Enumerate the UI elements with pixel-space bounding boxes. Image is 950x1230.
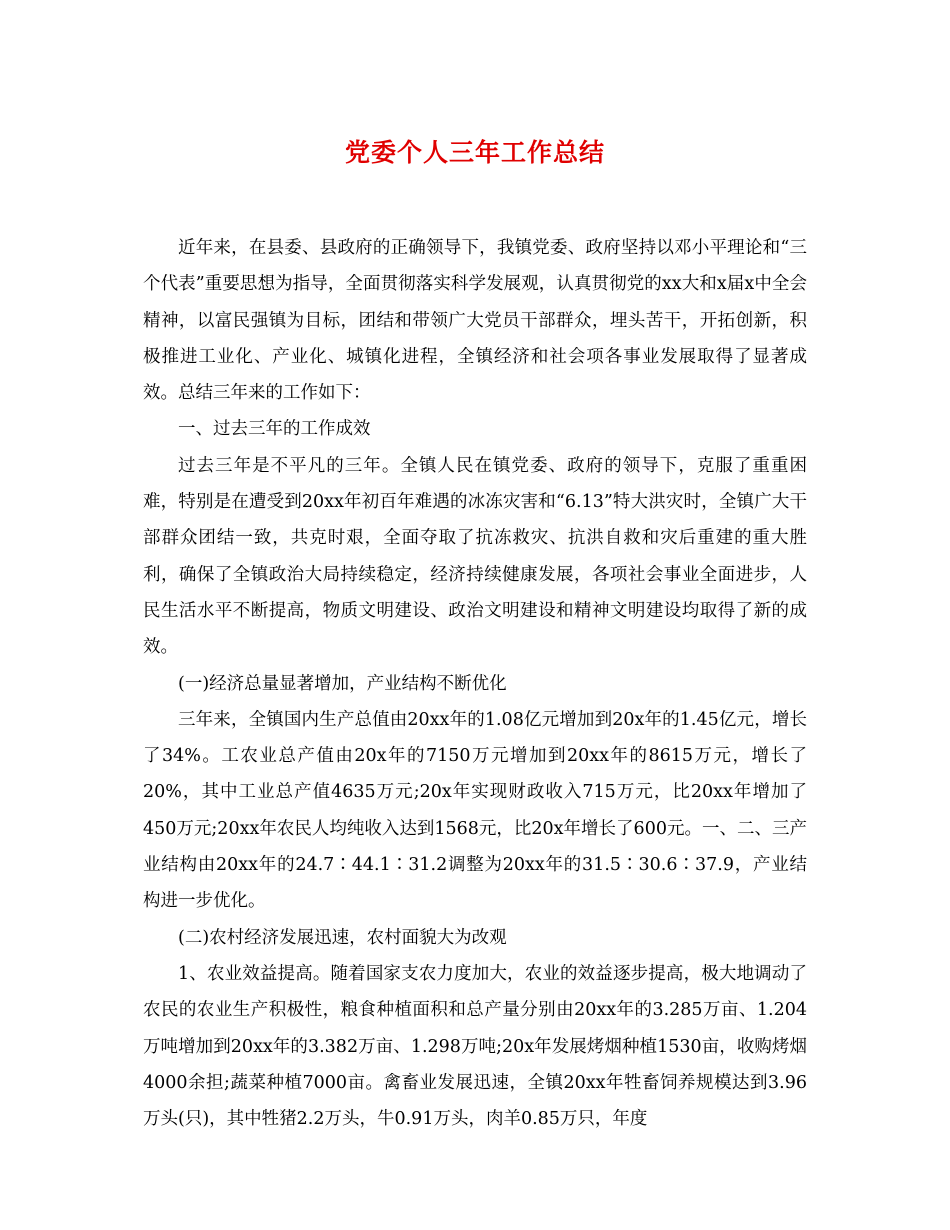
body-paragraph: 1、农业效益提高。随着国家支农力度加大，农业的效益逐步提高，极大地调动了农民的农业生产积极性，粮食种植面积和总产量分别由20xx年的3.285万亩、1.204万吨增加到20xx年的3.382万亩、1.298万吨;20x年发展烤烟种植1530亩，收购烤烟4000余担;蔬菜种植7000亩。禽畜业发展迅速，全镇20xx年牲畜饲养规模达到3.96万头(只)，其中牲猪2.2万头，牛0.91万头，肉羊0.85万只，年度 bbox=[143, 963, 807, 1130]
document-body bbox=[143, 230, 807, 1137]
section-heading: 一、过去三年的工作成效 bbox=[178, 419, 371, 440]
body-paragraph: 过去三年是不平凡的三年。全镇人民在镇党委、政府的领导下，克服了重重困难，特别是在遭受到20xx年初百年难遇的冰冻灾害和“6.13”特大洪灾时，全镇广大干部群众团结一致，共克时艰，全面夺取了抗冻救灾、抗洪自救和灾后重建的重大胜利，确保了全镇政治大局持续稳定，经济持续健康发展，各项社会事业全面进步，人民生活水平不断提高，物质文明建设、政治文明建设和精神文明建设均取得了新的成效。 bbox=[143, 455, 807, 658]
subsection-heading: (二)农村经济发展迅速，农村面貌大为改观 bbox=[178, 927, 507, 948]
intro-paragraph: 近年来，在县委、县政府的正确领导下，我镇党委、政府坚持以邓小平理论和“三个代表”重要思想为指导，全面贯彻落实科学发展观，认真贯彻党的xx大和x届x中全会精神，以富民强镇为目标，团结和带领广大党员干部群众，埋头苦干，开拓创新，积极推进工业化、产业化、城镇化进程，全镇经济和社会项各事业发展取得了显著成效。总结三年来的工作如下： bbox=[143, 238, 807, 404]
subsection-heading: (一)经济总量显著增加，产业结构不断优化 bbox=[178, 673, 507, 694]
body-paragraph: 三年来，全镇国内生产总值由20xx年的1.08亿元增加到20x年的1.45亿元，增长了34%。工农业总产值由20x年的7150万元增加到20xx年的8615万元，增长了20%，其中工业总产值4635万元;20x年实现财政收入715万元，比20xx年增加了450万元;20xx年农民人均纯收入达到1568元，比20x年增长了600元。一、二、三产业结构由20xx年的24.7∶44.1∶31.2调整为20xx年的31.5∶30.6∶37.9，产业结构进一步优化。 bbox=[143, 709, 807, 912]
document-title: 党委个人三年工作总结 bbox=[344, 138, 605, 167]
